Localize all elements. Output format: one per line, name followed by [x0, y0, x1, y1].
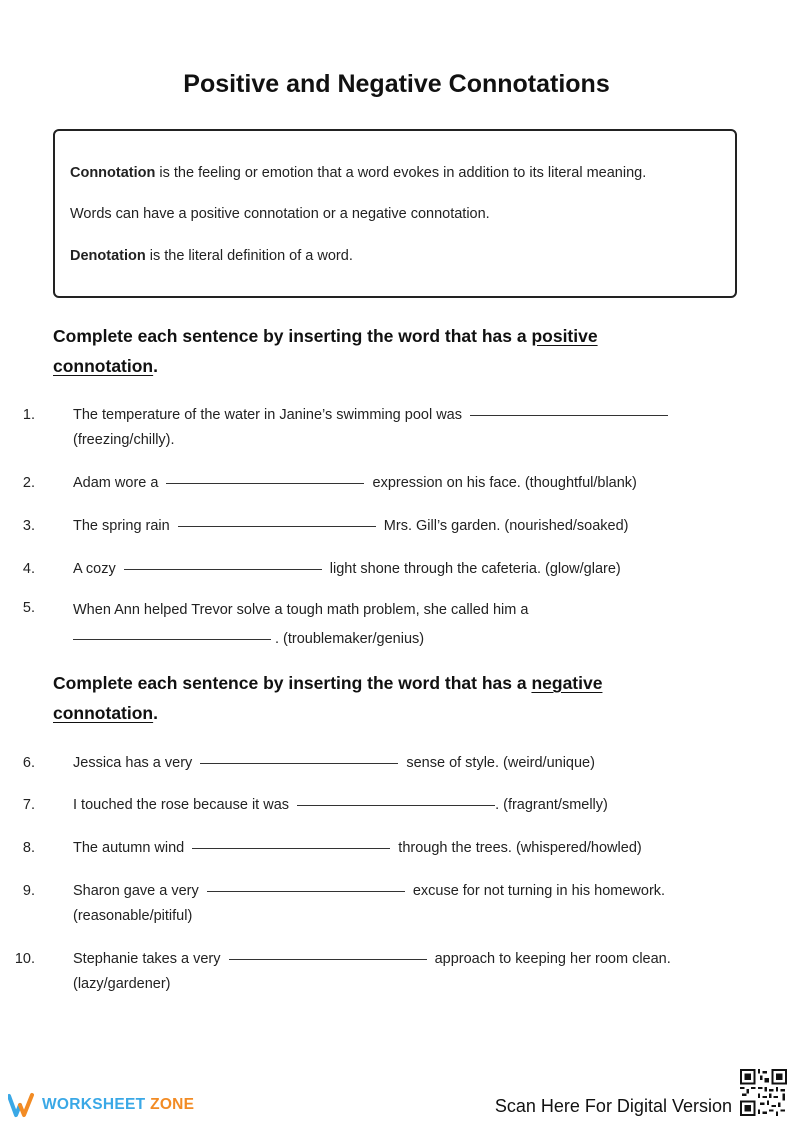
- qr-code-icon[interactable]: [740, 1069, 787, 1116]
- answer-blank[interactable]: [192, 847, 390, 849]
- question-number: 7.: [22, 797, 35, 813]
- scan-instruction: Scan Here For Digital Version: [494, 1096, 732, 1116]
- connotation-definition: [70, 165, 646, 181]
- denotation-text: is the literal definition of a word.: [145, 248, 353, 264]
- connotation-text: is the feeling or emotion that a word evokes in addition to its literal meaning.: [155, 165, 647, 181]
- worksheet-zone-logo: [8, 1092, 194, 1118]
- positive-section-heading: Complete each sentence by inserting the word that has a positive connotation.: [53, 326, 598, 376]
- question-number: 3.: [22, 518, 35, 534]
- answer-blank[interactable]: [200, 762, 398, 764]
- answer-blank[interactable]: [178, 525, 376, 527]
- question-number: 9.: [22, 883, 35, 899]
- question-number: 4.: [22, 561, 35, 577]
- definition-box: [53, 129, 737, 298]
- question-number: 8.: [22, 840, 35, 856]
- question-number: 10.: [14, 951, 35, 967]
- question-number: 2.: [22, 475, 35, 491]
- negative-section-heading: Complete each sentence by inserting the word that has a negative connotation.: [53, 673, 603, 723]
- question-number: 5.: [22, 600, 35, 616]
- page-title: Positive and Negative Connotations: [183, 70, 610, 98]
- logo-w-icon: [8, 1092, 38, 1118]
- answer-blank[interactable]: [470, 414, 668, 416]
- negative-underlined: negative: [531, 673, 603, 693]
- positive-underlined: positive: [531, 326, 598, 346]
- connotation-underlined: connotation: [53, 703, 154, 723]
- answer-blank[interactable]: [229, 958, 427, 960]
- answer-blank[interactable]: [297, 804, 495, 806]
- question-number: 6.: [22, 755, 35, 771]
- connotation-types: Words can have a positive connotation or a negative connotation.: [70, 206, 490, 222]
- logo-text: WORKSHEET ZONE: [42, 1096, 195, 1113]
- question-number: 1.: [22, 407, 35, 423]
- connotation-term: Connotation: [70, 165, 156, 181]
- connotation-underlined: connotation: [53, 356, 154, 376]
- answer-blank[interactable]: [207, 890, 405, 892]
- denotation-definition: [70, 248, 353, 264]
- denotation-term: Denotation: [70, 248, 146, 264]
- answer-blank[interactable]: [124, 568, 322, 570]
- answer-blank[interactable]: [73, 638, 271, 640]
- answer-blank[interactable]: [166, 482, 364, 484]
